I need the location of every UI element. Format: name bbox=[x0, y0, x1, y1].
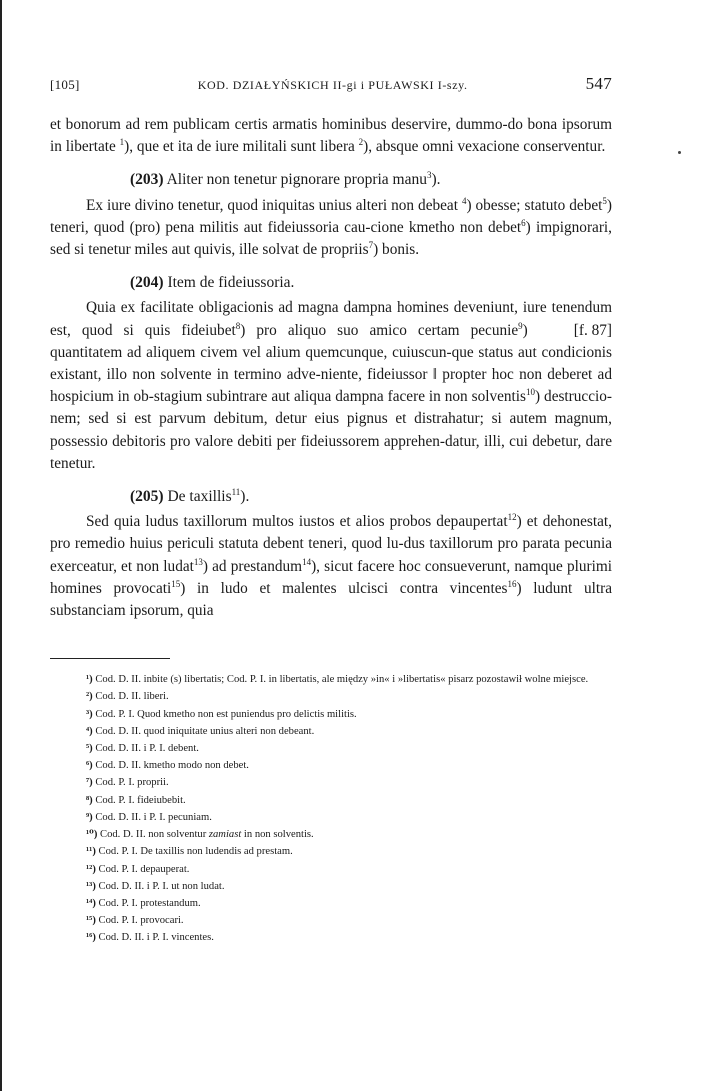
footnote-5: ⁵) Cod. D. II. i P. I. debent. bbox=[86, 743, 199, 755]
footnote-7: ⁷) Cod. P. I. proprii. bbox=[86, 777, 169, 789]
running-head bbox=[50, 74, 612, 94]
heading-204: (204) Item de fideiussoria. bbox=[130, 274, 295, 292]
footnote-4: ⁴) Cod. D. II. quod iniquitate unius alteri non debeant. bbox=[86, 725, 315, 737]
footnote-13: ¹³) Cod. D. II. i P. I. ut non ludat. bbox=[86, 880, 225, 892]
footnote-15: ¹⁵) Cod. P. I. provocari. bbox=[86, 915, 184, 927]
footnote-8: ⁸) Cod. P. I. fideiubebit. bbox=[86, 794, 186, 806]
footnote-14: ¹⁴) Cod. P. I. protestandum. bbox=[86, 897, 201, 909]
footnote-1: ¹) Cod. D. II. inbite (s) libertatis; Cod. P. I. in libertatis, ale między »in« i »libertatis« pisarz pozostawił wolne miejsce. bbox=[86, 674, 589, 686]
footnote-10: ¹⁰) Cod. D. II. non solventur zamiast in non solventis. bbox=[86, 829, 314, 841]
scan-speck bbox=[678, 151, 681, 154]
paragraph-204: Quia ex facilitate obligacionis ad magna dampna homines deveniunt, iure tenendum est, quod si quis fideiubet$^8$) pro aliquo suo amico certam pecunie$^9$ [f. 87] ) quantitatem ad aliquem civem vel alium quemcunque, cuiuscun-que status aut condicionis existant, illo non solvente in termino adve-niente, fideiussor ‖ propter hoc non deberet ad hospicium in ob-stagium subintrare aut aliqua dampna facere in non solventis$^{10}$) destruccio-nem; sed si est parvum debitum, detur eius pignus et distrahatur; si autem magnum, possessio debitoris pro valore debiti per fideiussorem apprehen-datur, illi, cui debetur, dare tenetur. bbox=[50, 299, 612, 472]
section-number: [105] bbox=[50, 77, 80, 92]
footnote-rule bbox=[50, 658, 170, 659]
footnote-3: ³) Cod. P. I. Quod kmetho non est puniendus pro delictis militis. bbox=[86, 708, 357, 720]
footnote-12: ¹²) Cod. P. I. depauperat. bbox=[86, 863, 190, 875]
folio-marker: [f. 87] bbox=[573, 321, 612, 339]
paragraph-intro: et bonorum ad rem publicam certis armatis hominibus deservire, dummo-do bona ipsorum in libertate $^1$), que et ita de iure militali sunt libera $^2$), absque omni vexacione conserventur. bbox=[50, 116, 612, 156]
paragraph-205: Sed quia ludus taxillorum multos iustos et alios probos depaupertat$^{12}$) et dehonestat, pro remedio huius periculi statuta debent teneri, quod lu-dus taxillorum pro parata pecunia exerceatur, et non ludat$^{13}$) ad prestandum$^{14}$), sicut facere hoc consueverunt, namque plurimi homines provocati$^{15}$) in ludo et malentes ulcisci contra vincentes$^{16}$) ludunt ultra substanciam ipsorum, quia bbox=[50, 512, 613, 620]
footnote-16: ¹⁶) Cod. D. II. i P. I. vincentes. bbox=[86, 932, 214, 944]
footnotes bbox=[50, 671, 612, 946]
heading-205: (205) De taxillis$^{11}$). bbox=[130, 486, 250, 506]
body-text bbox=[50, 114, 612, 622]
footnote-9: ⁹) Cod. D. II. i P. I. pecuniam. bbox=[86, 811, 212, 823]
document-page bbox=[50, 74, 612, 947]
paragraph-203: Ex iure divino tenetur, quod iniquitas unius alteri non debeat $^4$) obesse; statuto debet$^5$) teneri, quod (pro) pena militis aut fideiussoria cau-cione kmetho non debet$^6$) impignorari, sed si tenetur miles aut quivis, ille solvat de propriis$^7$) bonis. bbox=[50, 195, 613, 259]
running-title: KOD. DZIAŁYŃSKICH II-gi i PUŁAWSKI I-szy. bbox=[197, 78, 468, 92]
heading-203: (203) Aliter non tenetur pignorare propria manu$^3$). bbox=[130, 170, 441, 189]
scan-edge bbox=[0, 0, 2, 1091]
footnote-11: ¹¹) Cod. P. I. De taxillis non ludendis ad prestam. bbox=[86, 846, 293, 858]
footnote-6: ⁶) Cod. D. II. kmetho modo non debet. bbox=[86, 760, 249, 772]
footnote-2: ²) Cod. D. II. liberi. bbox=[86, 691, 169, 703]
page-number: 547 bbox=[585, 74, 612, 93]
